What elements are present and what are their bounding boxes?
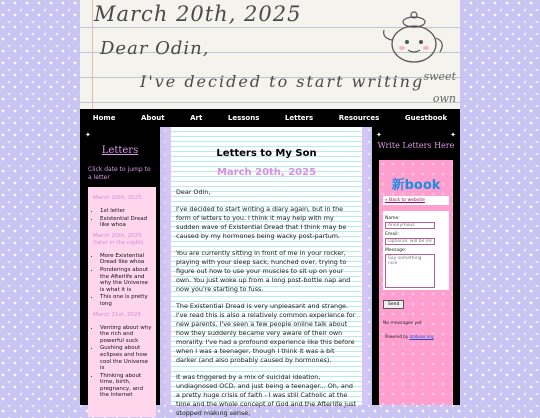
letter-date-link[interactable]: March 21st, 2025 [93,311,142,318]
nav-guestbook[interactable]: Guestbook [404,114,448,122]
message-label: Message: [385,248,407,253]
guestbook-embed [379,160,453,405]
nav-lessons[interactable]: Lessons [227,114,260,122]
letter-paragraph: Dear Odin, [176,188,211,196]
guestbook-title: Write Letters Here [377,141,455,150]
list-item: • Thinking about time, birth, pregnancy, and the internet [100,373,153,399]
letter-date-link[interactable]: March 20th, 2025 (later in the night) [93,232,144,246]
guestbook-logo: 新book [391,178,441,193]
letter-summary-list [91,325,153,400]
handwriting-side-note-2: own [432,92,456,105]
back-to-website-link[interactable]: « Back to website [383,196,449,205]
header-banner-image [80,0,460,109]
nav-home[interactable]: Home [92,114,116,122]
list-item: • Ponderings about the Afterlife and why the Universe is what it is [100,267,153,293]
main-nav [80,109,460,127]
handwriting-date: March 20th, 2025 [94,2,302,26]
powered-by-label: Powered by [385,334,409,339]
letters-sidebar-title: Letters [101,145,139,156]
guestbook-sidebar [372,127,460,405]
letter-summary-list [91,208,153,229]
sparkle-icon: ✦ [450,131,456,139]
guestbook-form [383,211,449,290]
letter-paragraph: It was triggered by a mix of suicidal ideation, undiagnosed OCD, and just being a teenager... Oh, and a pretty huge crisis of faith - I was still Catholic at the time and the whole concept of God and the Afterlife just stopped making sense, [176,373,356,417]
letter-summary-list [91,253,153,308]
letter-paragraph: I've decided to start writing a diary again, but in the form of letters to you. I think it may help with my sudden wave of Existential Dread that I think may be caused by my hormones being wacky post-partum. [176,205,347,240]
list-item: • Gushing about eclipses and how cool the Universe is [100,345,153,371]
list-item: • This one is pretty long [100,294,153,307]
email-input[interactable] [385,238,435,245]
letter-date-heading: March 20th, 2025 [216,167,317,178]
name-input[interactable] [385,222,435,229]
list-item: • Existential Dread like whoa [100,216,153,229]
nav-about[interactable]: About [141,114,165,122]
handwriting-greeting: Dear Odin, [100,38,210,59]
powered-by-text [385,334,449,339]
letter-content [165,127,368,417]
message-textarea[interactable] [385,254,435,288]
letter-date-link[interactable]: March 20th, 2025 [93,195,142,201]
email-label: Email: [385,232,400,237]
nav-resources[interactable]: Resources [338,114,380,122]
page-title: Letters to My Son [216,148,317,159]
name-label: Name: [385,216,400,221]
nav-letters[interactable]: Letters [284,114,314,122]
letter-body [171,188,362,418]
sparkle-icon: ✦ [376,131,382,139]
list-item: • 1st letter [100,208,153,215]
teapot-doodle-icon [380,4,448,70]
list-item: • More Existential Dread like whoa [100,253,153,266]
atabook-link[interactable]: atabook.org [409,334,434,339]
letters-index-panel [88,187,156,417]
letter-paragraph: The Existential Dread is very unpleasant and strange. I've read this is also a relatively common experience for new parents. I've seen a few people online talk about how they suddenly became very aware of their own morality. I've had a profound experience like this before when I was a teenager, though I think it was a bit darker (and also probably caused by hormones). [176,302,356,364]
letters-sidebar [80,127,160,405]
handwriting-sentence: I've decided to start writing [140,72,425,91]
sparkle-icon: ✦ [85,131,91,139]
page-wrapper [80,0,460,417]
handwriting-side-note: sweet [423,70,456,83]
send-button[interactable]: Send [383,300,404,309]
letter-paragraph: You are currently sitting in front of me in your rocker, playing with your sleep sack, hunched over, trying to figure out how to use your muscles to sit up on your own. You just woke up from a long post-bottle nap and now you're starting to fuss. [176,249,351,293]
nav-art[interactable]: Art [190,114,203,122]
list-item: • Venting about why the rich and powerful suck [100,325,153,345]
letters-sidebar-subtitle: Click date to jump to a letter [88,166,151,181]
no-messages-text: No messages yet [383,321,422,326]
